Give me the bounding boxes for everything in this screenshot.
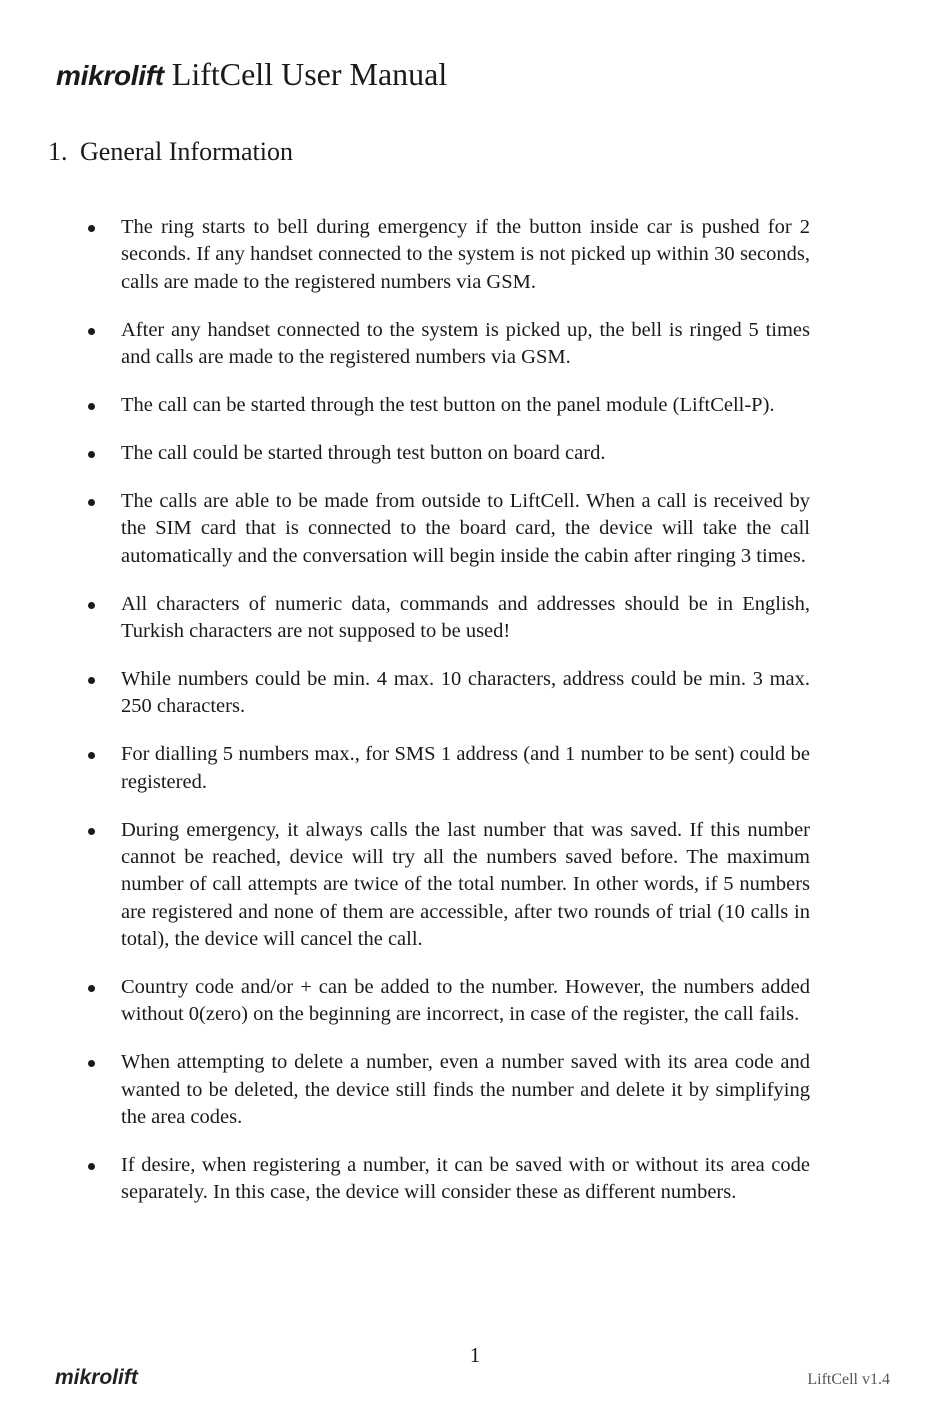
- bullet-text: If desire, when registering a number, it can be saved with or without its area code separately. In this case, the device will consider these as different numbers.: [121, 1154, 810, 1204]
- bullet-icon: [88, 1163, 95, 1170]
- bullet-icon: [88, 985, 95, 992]
- bullet-text: While numbers could be min. 4 max. 10 characters, address could be min. 3 max. 250 characters.: [121, 667, 810, 718]
- list-item: [0, 214, 950, 296]
- list-item: [0, 317, 950, 372]
- bullet-text: The call can be started through the test button on the panel module (LiftCell-P).: [121, 394, 775, 417]
- bullet-text: After any handset connected to the system is picked up, the bell is ringed 5 times and calls are made to the registered numbers via GSM.: [121, 318, 810, 369]
- bullet-text: The calls are able to be made from outside to LiftCell. When a call is received by the SIM card that is connected to the board card, the device will take the call automatically and the conversation will begin inside the cabin after ringing 3 times.: [121, 489, 810, 567]
- bullet-icon: [88, 328, 95, 335]
- bullet-icon: [88, 828, 95, 835]
- list-item: [0, 488, 950, 570]
- footer-version: LiftCell v1.4: [807, 1371, 890, 1388]
- section-title: General Information: [80, 137, 293, 166]
- bullet-icon: [88, 451, 95, 458]
- list-item: [0, 817, 950, 954]
- bullet-text: The ring starts to bell during emergency if the button inside car is pushed for 2 seconds. If any handset connected to the system is not picked up within 30 seconds, calls are made to the registered numbers via GSM.: [121, 216, 810, 293]
- bullet-text: When attempting to delete a number, even a number saved with its area code and wanted to be deleted, the device still finds the number and delete it by simplifying the area codes.: [121, 1051, 810, 1129]
- title-text: LiftCell User Manual: [171, 56, 448, 92]
- section-number: 1.: [48, 137, 68, 166]
- bullet-list: [0, 214, 950, 1227]
- bullet-text: During emergency, it always calls the last number that was saved. If this number cannot be reached, device will try all the numbers saved before. The maximum number of call attempts are twice of the total number. In other words, if 5 numbers are registered and none of them are accessible, after two rounds of trial (10 calls in total), the device will cancel the call.: [121, 818, 810, 951]
- bullet-icon: [88, 403, 95, 410]
- bullet-icon: [88, 752, 95, 759]
- bullet-icon: [88, 499, 95, 506]
- list-item: [0, 1152, 950, 1207]
- list-item: [0, 591, 950, 646]
- list-item: [0, 974, 950, 1029]
- bullet-text: The call could be started through test button on board card.: [121, 441, 606, 464]
- title-brand-logo: mikrolift: [56, 60, 164, 91]
- bullet-text: For dialling 5 numbers max., for SMS 1 address (and 1 number to be sent) could be registered.: [121, 743, 810, 793]
- page-number: 1: [469, 1343, 481, 1367]
- bullet-icon: [88, 225, 95, 232]
- list-item: [0, 392, 950, 419]
- list-item: [0, 741, 950, 796]
- bullet-icon: [88, 677, 95, 684]
- section-heading: [48, 134, 293, 170]
- bullet-text: All characters of numeric data, commands and addresses should be in English, Turkish characters are not supposed to be used!: [121, 592, 810, 642]
- list-item: [0, 666, 950, 721]
- footer-brand-logo: mikrolift: [55, 1366, 138, 1389]
- bullet-icon: [88, 602, 95, 609]
- bullet-text: Country code and/or + can be added to the number. However, the numbers added without 0(zero) on the beginning are incorrect, in case of the register, the call fails.: [121, 976, 810, 1026]
- list-item: [0, 440, 950, 467]
- list-item: [0, 1049, 950, 1131]
- bullet-icon: [88, 1060, 95, 1067]
- document-title: [56, 52, 447, 98]
